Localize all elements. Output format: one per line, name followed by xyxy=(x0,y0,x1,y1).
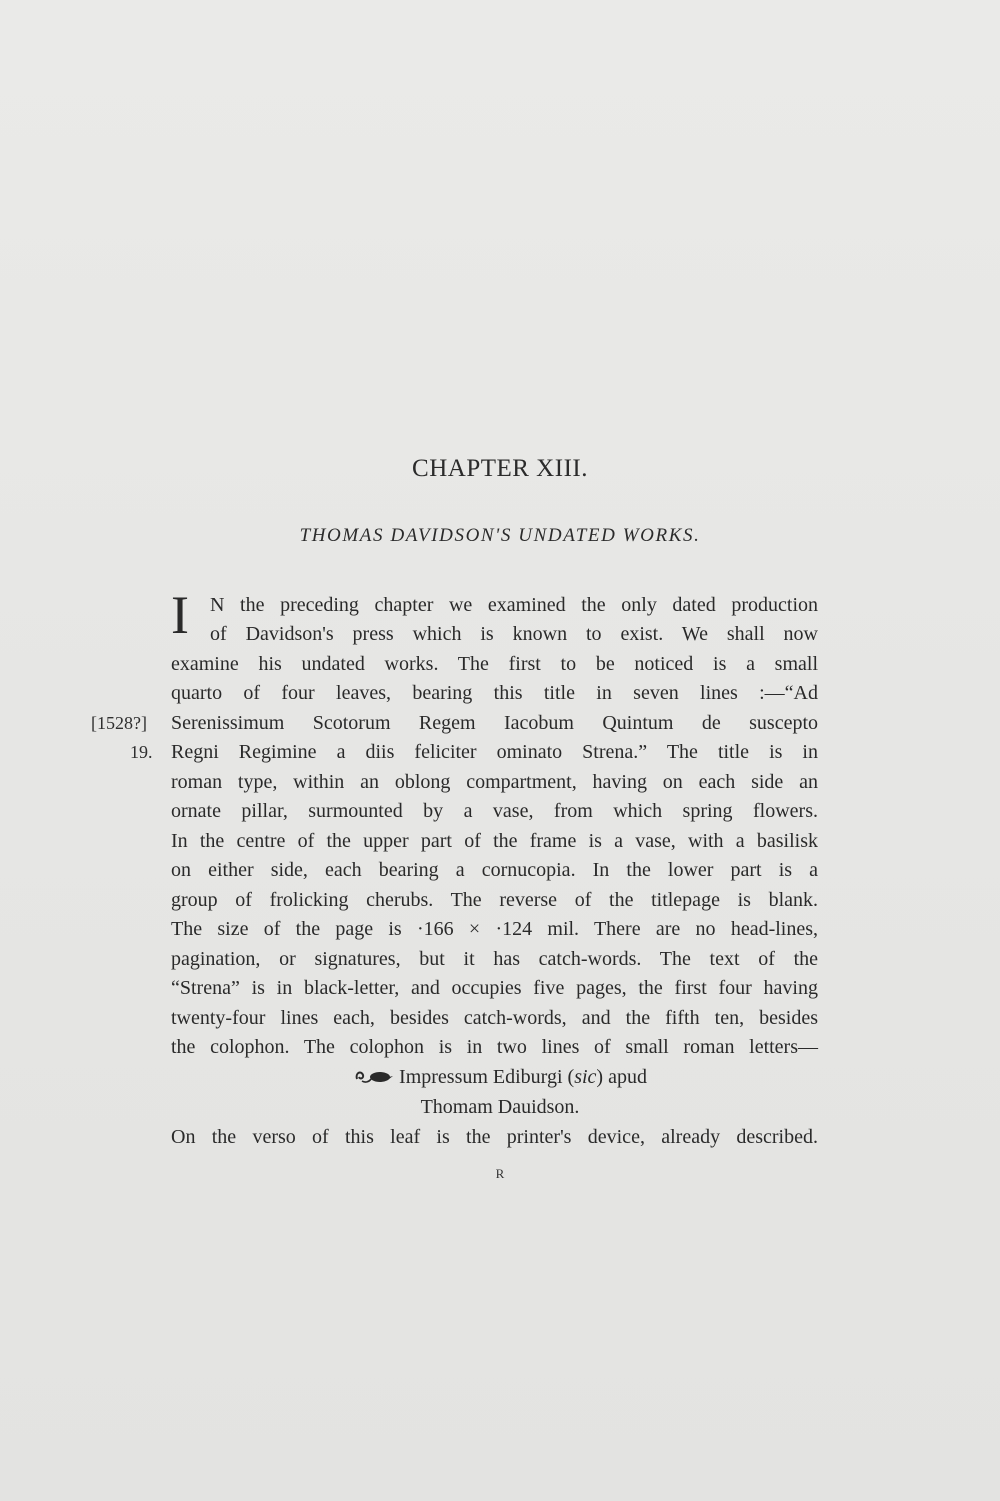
colophon-text-italic: sic xyxy=(574,1066,597,1088)
signature-mark: R xyxy=(495,1166,505,1181)
body-line-14: “Strena” is in black-letter, and occupies five pages, the first four having xyxy=(171,977,818,999)
margin-note-date: [1528?] xyxy=(91,713,147,733)
closing-line: On the verso of this leaf is the printer's device, already described. xyxy=(171,1126,818,1148)
margin-note-number: 19. xyxy=(130,742,153,762)
body-line-10: on either side, each bearing a cornucopia. In the lower part is a xyxy=(171,859,818,881)
body-line-2: of Davidson's press which is known to exist. We shall now xyxy=(210,623,818,645)
body-line-12: The size of the page is ·166 × ·124 mil. There are no head-lines, xyxy=(171,918,818,940)
body-line-4: quarto of four leaves, bearing this title in seven lines :—“Ad xyxy=(171,682,818,704)
body-line-11: group of frolicking cherubs. The reverse of the titlepage is blank. xyxy=(171,889,818,911)
body-line-15: twenty-four lines each, besides catch-words, and the fifth ten, besides xyxy=(171,1007,818,1029)
body-line-6: Regni Regimine a diis feliciter ominato Strena.” The title is in xyxy=(171,741,818,763)
body-line-5: Serenissimum Scotorum Regem Iacobum Quintum de suscepto xyxy=(171,712,818,734)
colophon-text-a: Impressum Ediburgi ( xyxy=(399,1066,575,1088)
body-line-3: examine his undated works. The first to be noticed is a small xyxy=(171,653,818,675)
body-line-7: roman type, within an oblong compartment, having on each side an xyxy=(171,771,818,793)
colophon-text-b: ) apud xyxy=(596,1066,647,1088)
drop-cap: I xyxy=(171,585,189,645)
body-line-8: ornate pillar, surmounted by a vase, from which spring flowers. xyxy=(171,800,818,822)
colophon-line-1 xyxy=(0,1064,1000,1090)
body-line-16: the colophon. The colophon is in two lines of small roman letters— xyxy=(171,1036,818,1058)
chapter-subtitle: THOMAS DAVIDSON'S UNDATED WORKS. xyxy=(299,525,701,546)
body-line-13: pagination, or signatures, but it has catch-words. The text of the xyxy=(171,948,818,970)
colophon-line-2: Thomam Dauidson. xyxy=(420,1096,580,1118)
fleuron-ornament-icon xyxy=(353,1067,393,1085)
body-line-9: In the centre of the upper part of the frame is a vase, with a basilisk xyxy=(171,830,818,852)
chapter-title: CHAPTER XIII. xyxy=(412,455,588,482)
body-line-1: N the preceding chapter we examined the only dated production xyxy=(210,594,818,616)
